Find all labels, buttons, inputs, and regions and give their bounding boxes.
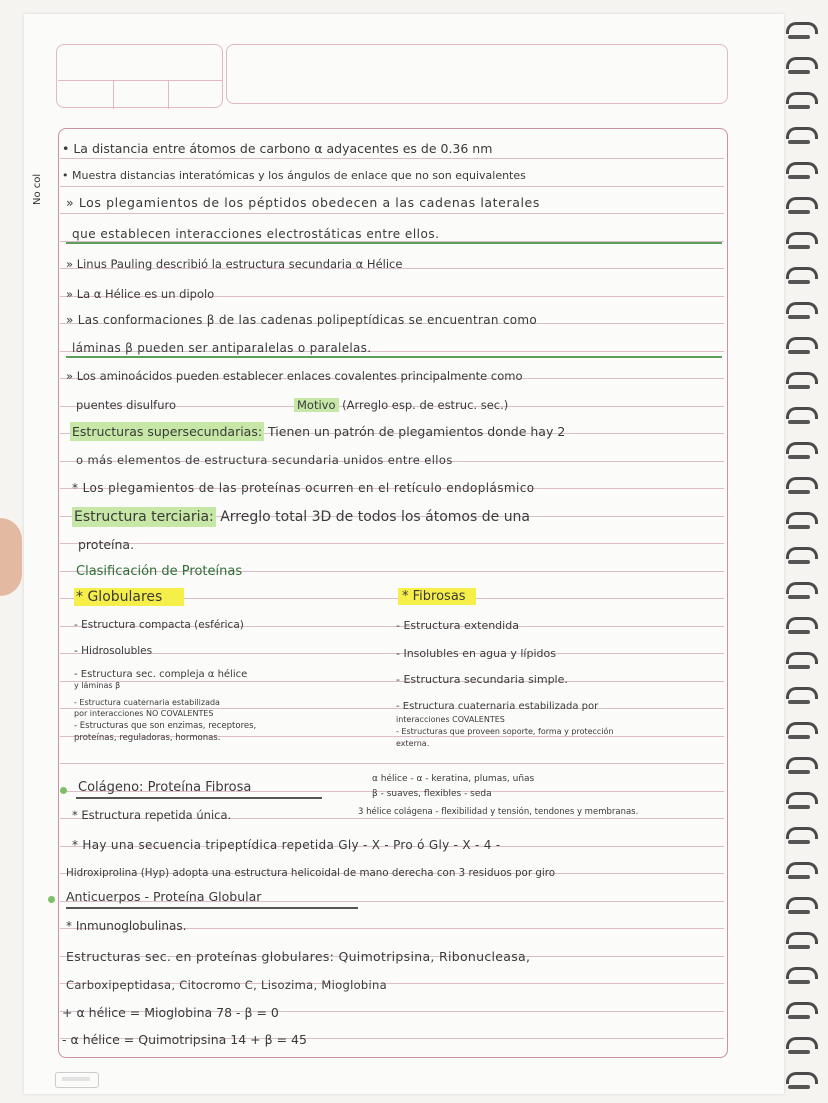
spiral-ring (786, 897, 816, 921)
ruled-line (60, 653, 724, 654)
spiral-ring (786, 1037, 816, 1061)
thumb (0, 518, 22, 596)
spiral-ring (786, 722, 816, 746)
anticuerpos-line-1: * Inmunoglobulinas. (66, 919, 187, 933)
corner-label-box (55, 1072, 99, 1088)
spiral-ring (786, 652, 816, 676)
underline-green (66, 356, 722, 358)
motivo-text: (Arreglo esp. de estruc. sec.) (338, 398, 509, 412)
line-11 (70, 426, 565, 439)
spiral-ring (786, 687, 816, 711)
spiral-ring (786, 1072, 816, 1096)
spiral-ring (786, 337, 816, 361)
spiral-ring (786, 1002, 816, 1026)
anticuerpos-underline (66, 907, 358, 909)
globulares-title: * Globulares (74, 590, 184, 604)
spiral-ring (786, 827, 816, 851)
globulares-item: proteínas, reguladoras, hormonas. (74, 733, 221, 743)
fibrosas-item: interacciones COVALENTES (396, 715, 505, 724)
underline-green (66, 242, 722, 244)
globulares-item: - Estructuras que son enzimas, receptores, (74, 721, 257, 731)
colageno-note-1: α hélice - α - keratina, plumas, uñas (372, 774, 535, 784)
colageno-line-3: Hidroxiprolina (Hyp) adopta una estructura helicoidal de mano derecha con 3 residuos por giro (66, 867, 556, 879)
fibrosas-title: * Fibrosas (398, 590, 476, 603)
spiral-ring (786, 57, 816, 81)
line-7: » Las conformaciones β de las cadenas polipeptídicas se encuentran como (66, 313, 538, 327)
spiral-ring (786, 547, 816, 571)
spiral-ring (786, 792, 816, 816)
globulares-item: - Estructura compacta (esférica) (74, 619, 244, 631)
spiral-ring (786, 442, 816, 466)
spiral-ring (786, 197, 816, 221)
globulares-item: - Estructura sec. compleja α hélice (74, 669, 248, 680)
fibrosas-item: externa. (396, 739, 430, 748)
section-heading: Clasificación de Proteínas (76, 564, 243, 579)
ruled-line (60, 763, 724, 764)
header-grid (58, 80, 223, 109)
fibrosas-item: - Estructura secundaria simple. (396, 673, 568, 686)
line-12: o más elementos de estructura secundaria unidos entre ellos (76, 453, 453, 467)
colageno-underline (76, 797, 322, 799)
spiral-ring (786, 757, 816, 781)
spiral-ring (786, 92, 816, 116)
motivo-label: Motivo (294, 398, 339, 412)
spiral-ring (786, 232, 816, 256)
ruled-line (60, 158, 724, 159)
line-6: » La α Hélice es un dipolo (66, 287, 215, 301)
spiral-ring (786, 407, 816, 431)
spiral-ring (786, 582, 816, 606)
spiral-ring (786, 162, 816, 186)
line-10a: puentes disulfuro (76, 398, 177, 412)
fibrosas-item: - Estructuras que proveen soporte, forma y protección (396, 727, 614, 736)
line-4: que establecen interacciones electrostáticas entre ellos. (72, 227, 440, 241)
fibrosas-item: - Estructura extendida (396, 619, 519, 632)
anticuerpos-line-5: - α hélice = Quimotripsina 14 + β = 45 (62, 1032, 307, 1047)
colageno-line-1: * Estructura repetida única. (72, 808, 232, 822)
ruled-line (60, 543, 724, 544)
colageno-line-2: * Hay una secuencia tripeptídica repetida Gly - X - Pro ó Gly - X - 4 - (72, 838, 501, 852)
fibrosas-item: - Estructura cuaternaria estabilizada por (396, 701, 599, 712)
line-14 (72, 510, 530, 524)
spiral-ring (786, 372, 816, 396)
spiral-ring (786, 477, 816, 501)
globulares-item: y láminas β (74, 681, 121, 690)
line-8: láminas β pueden ser antiparalelas o paralelas. (72, 341, 372, 355)
anticuerpos-title: Anticuerpos - Proteína Globular (66, 889, 262, 904)
margin-note: No col (32, 173, 43, 205)
line-10b (294, 400, 508, 412)
ruled-line (60, 186, 724, 187)
spiral-ring (786, 967, 816, 991)
line-9: » Los aminoácidos pueden establecer enlaces covalentes principalmente como (66, 369, 523, 383)
line-2: • Muestra distancias interatómicas y los ángulos de enlace que no son equivalentes (62, 169, 526, 182)
spiral-ring (786, 862, 816, 886)
globulares-item: - Hidrosolubles (74, 645, 153, 657)
globulares-item: por interacciones NO COVALENTES (74, 709, 214, 718)
anticuerpos-line-4: + α hélice = Mioglobina 78 - β = 0 (62, 1005, 279, 1020)
line-13: * Los plegamientos de las proteínas ocurren en el retículo endoplásmico (72, 481, 535, 495)
spiral-ring (786, 127, 816, 151)
line-3: » Los plegamientos de los péptidos obedecen a las cadenas laterales (66, 195, 540, 210)
supersec-text: Tienen un patrón de plegamientos donde hay 2 (264, 424, 566, 439)
supersec-label: Estructuras supersecundarias: (72, 424, 263, 439)
colageno-title: Colágeno: Proteína Fibrosa (78, 780, 252, 795)
ruled-line (60, 681, 724, 682)
spiral-ring (786, 512, 816, 536)
spiral-ring (786, 932, 816, 956)
ruled-line (60, 213, 724, 214)
globulares-item: - Estructura cuaternaria estabilizada (74, 698, 220, 707)
line-1: • La distancia entre átomos de carbono α adyacentes es de 0.36 nm (62, 141, 493, 156)
colageno-note-3: 3 hélice colágena - flexibilidad y tensión, tendones y membranas. (358, 807, 639, 817)
line-15: proteína. (78, 537, 135, 552)
bullet-green (48, 896, 55, 903)
spiral-ring (786, 617, 816, 641)
fibrosas-item: - Insolubles en agua y lípidos (396, 647, 556, 660)
terciaria-label: Estructura terciaria: (74, 509, 214, 525)
line-5: » Linus Pauling describió la estructura secundaria α Hélice (66, 257, 403, 271)
anticuerpos-line-2: Estructuras sec. en proteínas globulares: Quimotripsina, Ribonucleasa, (66, 949, 531, 964)
terciaria-text: Arreglo total 3D de todos los átomos de una (215, 509, 531, 525)
anticuerpos-line-3: Carboxipeptidasa, Citocromo C, Lisozima, Mioglobina (66, 978, 387, 992)
colageno-note-2: β - suaves, flexibles - seda (372, 789, 492, 799)
header-box-right (226, 44, 728, 104)
spiral-ring (786, 267, 816, 291)
spiral-ring (786, 22, 816, 46)
bullet-green (60, 787, 67, 794)
spiral-ring (786, 302, 816, 326)
